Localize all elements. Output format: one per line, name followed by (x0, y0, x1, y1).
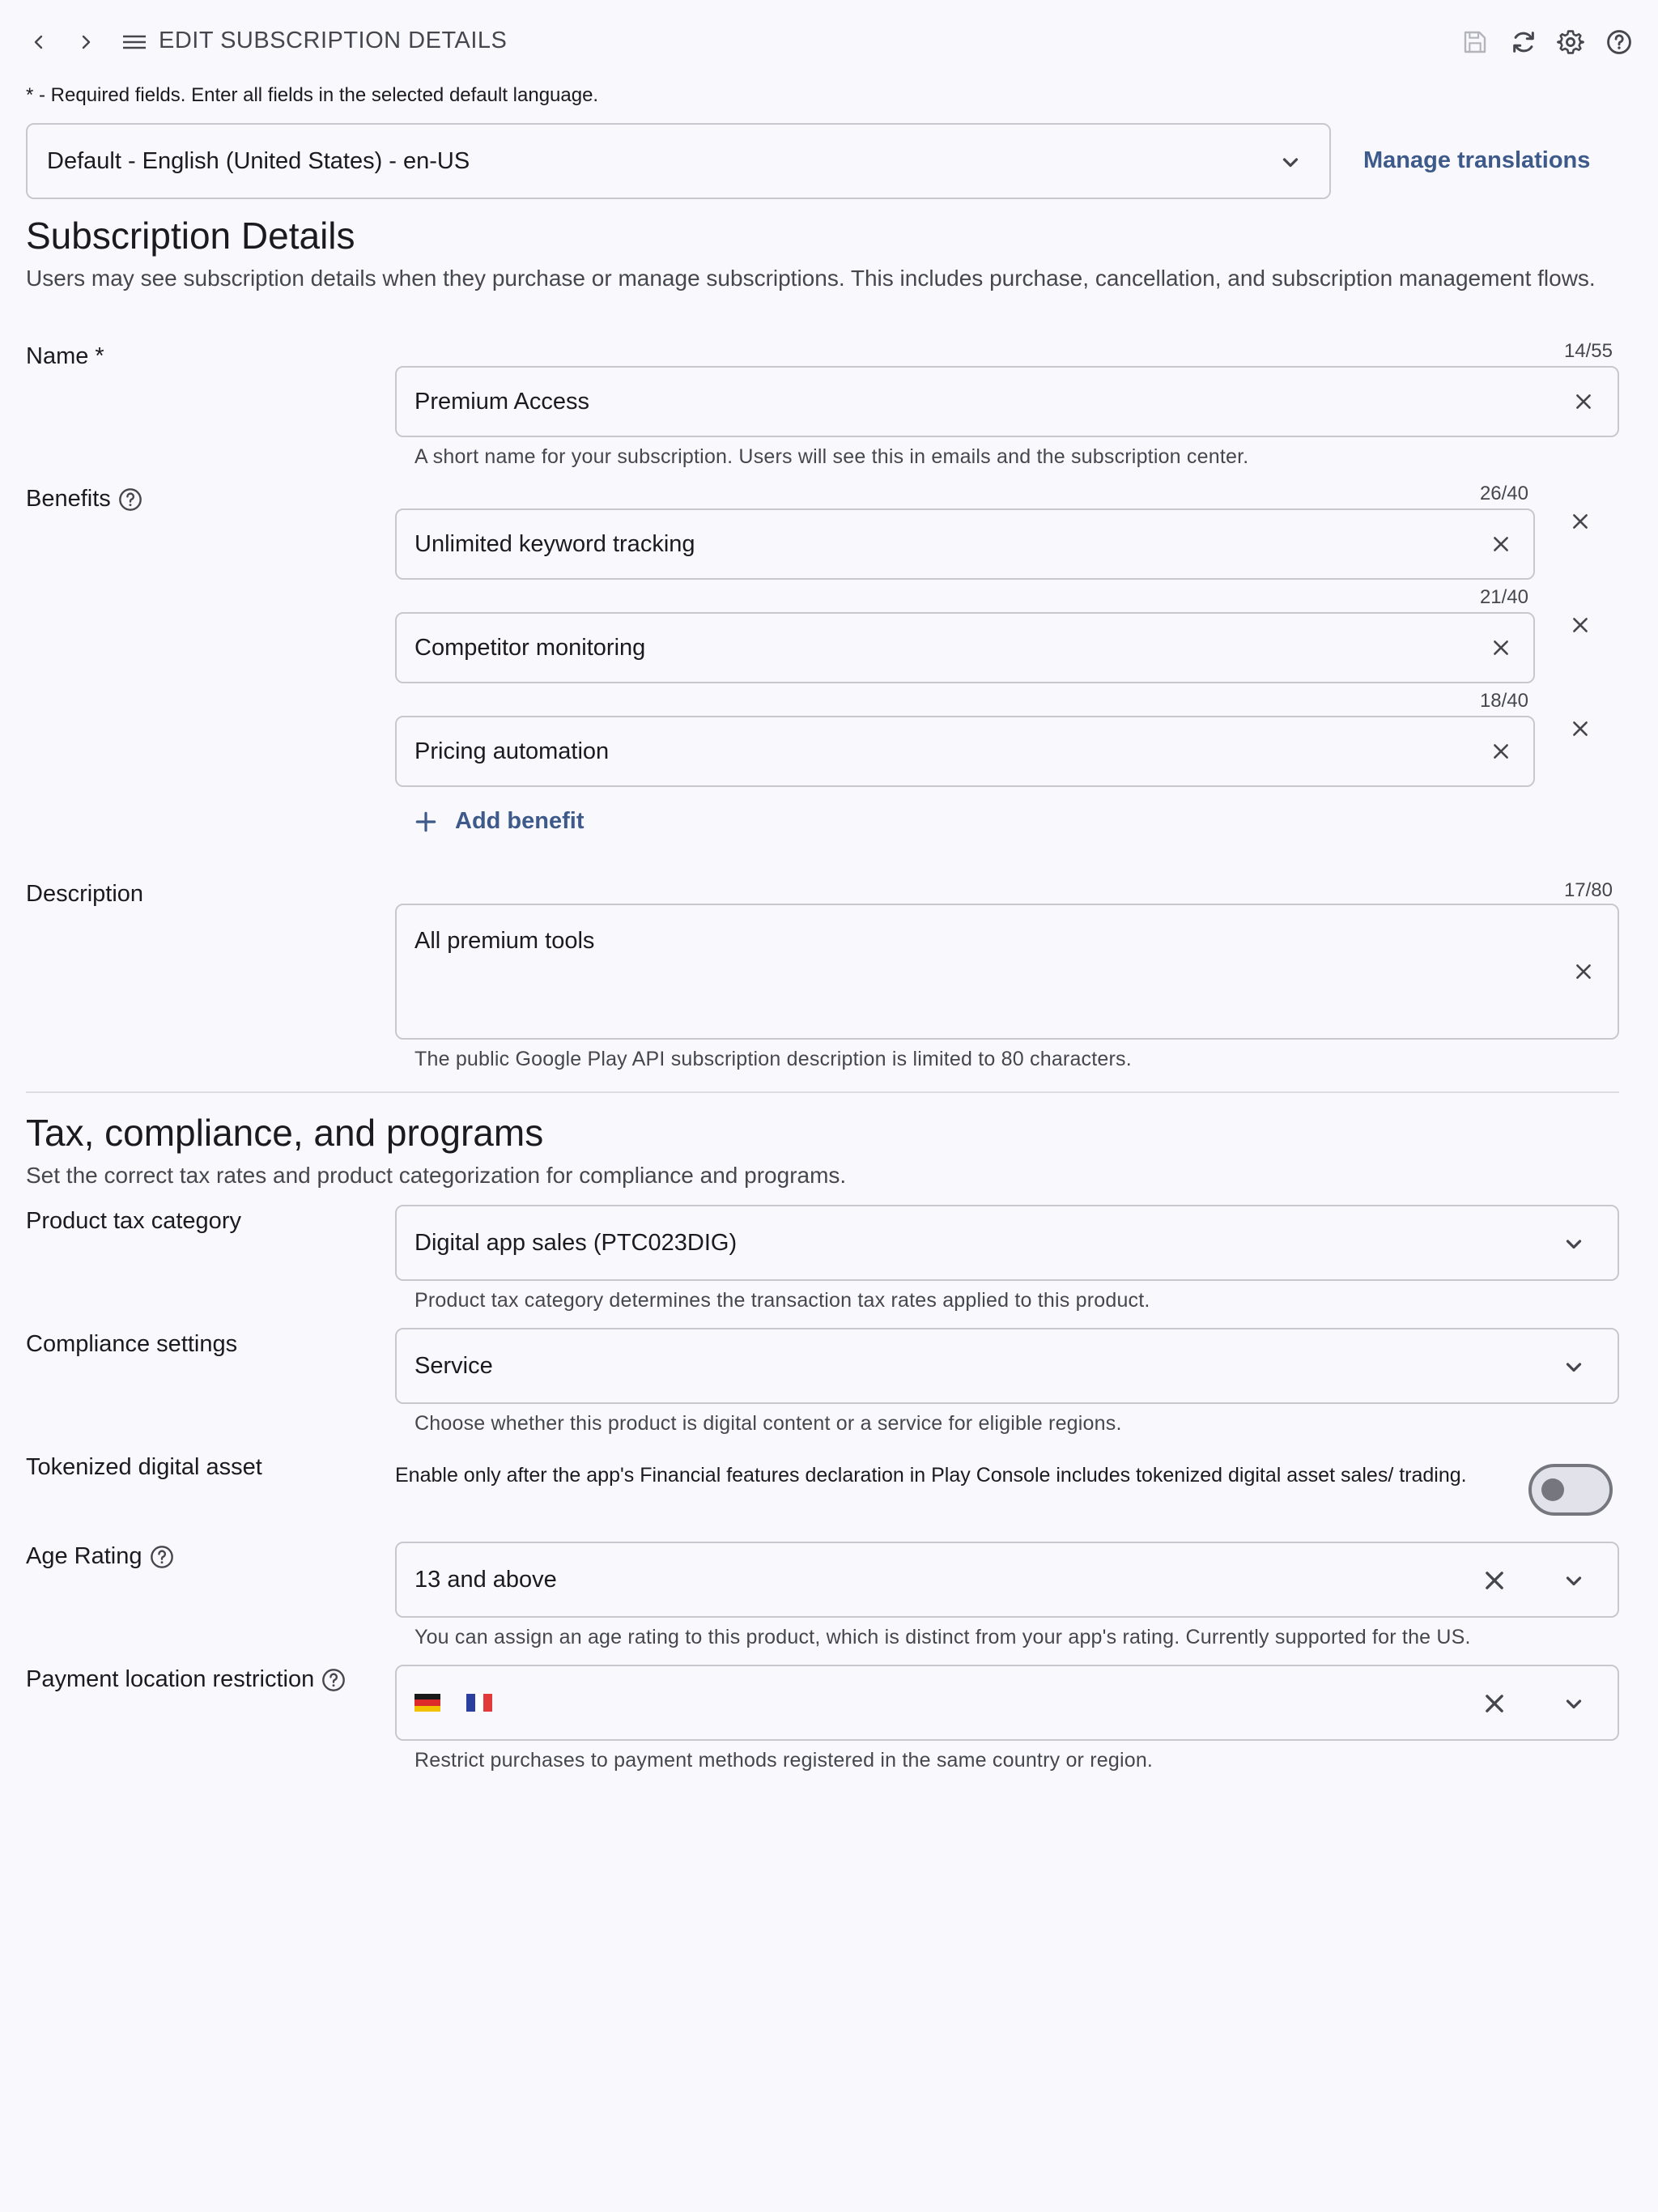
product-tax-category-helper: Product tax category determines the transaction tax rates applied to this product. (414, 1289, 1150, 1312)
product-tax-category-label (26, 1208, 241, 1235)
section-divider (26, 1091, 1619, 1093)
payment-location-clear-button[interactable] (1478, 1687, 1511, 1720)
age-rating-help-icon[interactable] (149, 1544, 175, 1570)
tokenized-asset-toggle[interactable] (1528, 1464, 1613, 1516)
tax-section-description: Set the correct tax rates and product categorization for compliance and programs. (26, 1163, 847, 1188)
tax-section-title: Tax, compliance, and programs (26, 1112, 544, 1154)
name-clear-button[interactable] (1567, 385, 1600, 418)
top-bar (0, 0, 1658, 81)
chevron-down-icon (1276, 147, 1305, 177)
payment-location-label (26, 1666, 346, 1693)
toggle-knob (1541, 1478, 1564, 1501)
page-title: EDIT SUBSCRIPTION DETAILS (159, 28, 508, 53)
description-field[interactable] (395, 904, 1619, 1040)
compliance-settings-label-text: Compliance settings (26, 1331, 238, 1357)
age-rating-clear-button[interactable] (1478, 1564, 1511, 1597)
subscription-details-title: Subscription Details (26, 215, 355, 257)
language-select-value: Default - English (United States) - en-US (47, 147, 470, 174)
age-rating-label-text: Age Rating (26, 1543, 142, 1569)
chevron-down-icon (1559, 1689, 1588, 1718)
description-helper: The public Google Play API subscription description is limited to 80 characters. (414, 1048, 1132, 1070)
age-rating-value: 13 and above (414, 1566, 557, 1593)
age-rating-helper: You can assign an age rating to this product, which is distinct from your app's rating. Currently supported for the US. (414, 1626, 1471, 1648)
language-select[interactable] (26, 123, 1331, 199)
plus-icon (413, 809, 439, 835)
close-icon (1490, 637, 1511, 658)
benefit-1-counter: 26/40 (1479, 483, 1528, 504)
benefit-3-clear-button[interactable] (1485, 735, 1517, 768)
benefit-2-clear-button[interactable] (1485, 632, 1517, 664)
forward-icon (76, 32, 96, 52)
age-rating-select[interactable] (395, 1542, 1619, 1618)
name-helper: A short name for your subscription. Users will see this in emails and the subscription center. (414, 445, 1249, 468)
benefit-1-clear-button[interactable] (1485, 528, 1517, 560)
selected-flags (414, 1694, 518, 1712)
settings-button[interactable] (1553, 24, 1588, 60)
payment-location-help-icon[interactable] (321, 1667, 346, 1693)
name-label-text: Name * (26, 343, 104, 369)
benefits-help-icon[interactable] (117, 487, 143, 513)
compliance-settings-helper: Choose whether this product is digital content or a service for eligible regions. (414, 1412, 1122, 1435)
name-field[interactable] (395, 366, 1619, 437)
settings-icon (1557, 28, 1584, 56)
benefit-2-field[interactable] (395, 612, 1535, 683)
manage-translations-link[interactable]: Manage translations (1363, 147, 1591, 173)
refresh-icon (1510, 28, 1537, 56)
close-icon (1478, 1687, 1511, 1720)
close-icon (1570, 718, 1591, 739)
close-icon (1573, 961, 1594, 982)
help-icon (1605, 28, 1633, 56)
compliance-settings-value: Service (414, 1352, 493, 1379)
benefit-2-remove-button[interactable] (1564, 609, 1596, 641)
tokenized-asset-label-text: Tokenized digital asset (26, 1454, 262, 1480)
germany-flag-icon (414, 1694, 440, 1712)
benefits-label-text: Benefits (26, 486, 111, 512)
payment-location-helper: Restrict purchases to payment methods registered in the same country or region. (414, 1749, 1154, 1772)
menu-button[interactable] (117, 24, 152, 60)
close-icon (1570, 511, 1591, 532)
close-icon (1490, 534, 1511, 555)
close-icon (1573, 391, 1594, 412)
forward-button[interactable] (68, 24, 104, 60)
menu-icon (122, 32, 147, 52)
product-tax-category-label-text: Product tax category (26, 1208, 241, 1234)
help-button[interactable] (1601, 24, 1637, 60)
description-clear-button[interactable] (1567, 955, 1600, 988)
compliance-settings-select[interactable] (395, 1328, 1619, 1404)
back-button[interactable] (21, 24, 57, 60)
close-icon (1478, 1564, 1511, 1597)
description-label (26, 881, 143, 908)
back-icon (29, 32, 49, 52)
add-benefit-button[interactable] (413, 808, 585, 835)
name-label (26, 343, 104, 370)
benefit-3-field[interactable] (395, 716, 1535, 787)
chevron-down-icon (1559, 1229, 1588, 1258)
description-counter: 17/80 (1563, 879, 1613, 901)
product-tax-category-select[interactable] (395, 1205, 1619, 1281)
age-rating-label (26, 1543, 175, 1570)
chevron-down-icon (1559, 1566, 1588, 1595)
save-icon (1462, 29, 1488, 55)
close-icon (1490, 741, 1511, 762)
subscription-details-description: Users may see subscription details when they purchase or manage subscriptions. This includes purchase, cancellation, and subscription management flows. (26, 266, 1596, 291)
benefits-label (26, 486, 143, 513)
tokenized-asset-description: Enable only after the app's Financial features declaration in Play Console includes tokenized digital asset sales/ trading. (395, 1464, 1467, 1487)
name-field-value: Premium Access (414, 388, 589, 415)
benefit-2-value: Competitor monitoring (414, 634, 646, 661)
benefit-2-counter: 21/40 (1479, 586, 1528, 608)
add-benefit-label: Add benefit (455, 808, 585, 834)
benefit-1-remove-button[interactable] (1564, 505, 1596, 538)
product-tax-category-value: Digital app sales (PTC023DIG) (414, 1229, 738, 1256)
payment-location-select[interactable] (395, 1665, 1619, 1741)
description-label-text: Description (26, 881, 144, 907)
close-icon (1570, 615, 1591, 636)
tokenized-asset-label (26, 1454, 262, 1481)
required-fields-note: * - Required fields. Enter all fields in the selected default language. (26, 84, 599, 106)
payment-location-label-text: Payment location restriction (26, 1666, 315, 1692)
name-counter: 14/55 (1563, 340, 1613, 362)
save-button[interactable] (1457, 24, 1493, 60)
refresh-button[interactable] (1506, 24, 1541, 60)
compliance-settings-label (26, 1331, 237, 1358)
chevron-down-icon (1559, 1352, 1588, 1381)
benefit-1-value: Unlimited keyword tracking (414, 530, 695, 557)
france-flag-icon (466, 1694, 492, 1712)
description-field-value: All premium tools (414, 928, 595, 954)
benefit-3-value: Pricing automation (414, 738, 610, 764)
benefit-3-counter: 18/40 (1479, 690, 1528, 712)
benefit-3-remove-button[interactable] (1564, 713, 1596, 745)
benefit-1-field[interactable] (395, 508, 1535, 580)
